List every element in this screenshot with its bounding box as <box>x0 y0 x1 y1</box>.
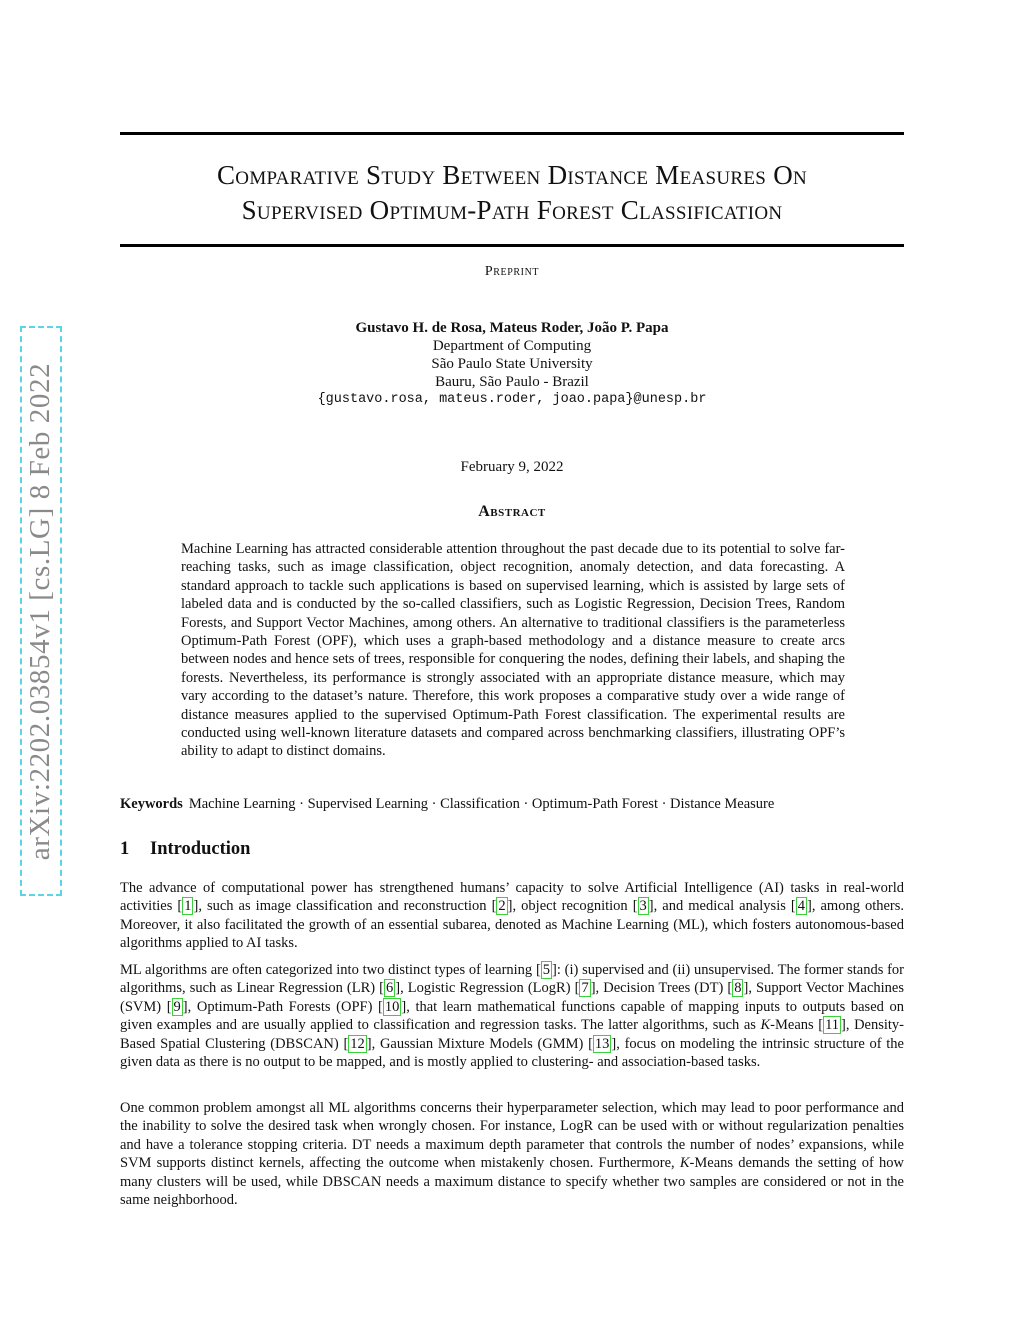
citation-link[interactable]: 8 <box>734 980 742 997</box>
citation-link[interactable]: 1 <box>184 898 192 915</box>
text-run: One common problem amongst all ML algorithms concerns their hyperparameter selection, which may lead to poor performance and the inability to solve the desired task when wrongly chosen. For instance, LogR can be used with or without regularization penalties and have a tolerance stopping criteria. DT needs a maximum depth parameter that controls the number of nodes’ expansions, while SVM supports distinct kernels, affecting the outcome when mistakenly chosen. Furthermore, <box>120 1100 904 1172</box>
publication-date: February 9, 2022 <box>460 459 564 475</box>
intro-paragraph-2: ML algorithms are often categorized into two distinct types of learning [ 5 ]: (i) supervised and (ii) unsupervised. The former stands for algorithms, such as Linear Regression (LR) [ 6 ], Logistic Regression (LogR) [ 7 ], Decision Trees (DT) [ 8 ], Support Vector Machines (SVM) [ 9 ], Optimum-Path Forests (OPF) [ 10 ], that learn mathematical functions capable of mapping inputs to outputs based on given examples and are usually applied to classification and regression tasks. The latter algorithms, such as K-Means [ 11 ], Density-Based Spatial Clustering (DBSCAN) [ 12 ], Gaussian Mixture Models (GMM) [ 13 ], focus on modeling the intrinsic structure of the given data as there is no output to be mapped, and is mostly applied to clustering- and association-based tasks. <box>120 962 904 1071</box>
text-run: , and medical analysis <box>653 898 791 915</box>
author-location: Bauru, São Paulo - Brazil <box>435 374 589 390</box>
text-run: , Optimum-Path Forests (OPF) <box>187 998 379 1015</box>
text-run: , such as image classification and reconstruction <box>198 898 492 915</box>
author-block <box>0 319 1024 409</box>
citation-link[interactable]: 13 <box>594 1035 610 1052</box>
citation-link[interactable]: 10 <box>384 998 400 1015</box>
citation-link[interactable]: 2 <box>498 898 506 915</box>
text-run: , Density-Based Spatial Clustering (DBSCAN) <box>120 1017 904 1052</box>
citation-link[interactable]: 12 <box>350 1035 365 1052</box>
paper-title-line-2: Supervised Optimum-Path Forest Classification <box>241 195 783 225</box>
preprint-label: Preprint <box>484 264 540 279</box>
keywords-label: Keywords <box>120 796 183 812</box>
text-run: , Decision Trees (DT) <box>595 980 728 997</box>
citation-link[interactable]: 7 <box>581 980 589 997</box>
paper-title-line-1: Comparative Study Between Distance Measures On <box>216 160 808 190</box>
title-bottom-rule <box>120 244 904 247</box>
text-run: : (i) supervised and (ii) unsupervised. The former stands for algorithms, such as Linear Regression (LR) <box>120 962 904 997</box>
section-title: Introduction <box>150 839 251 859</box>
abstract-text: Machine Learning has attracted considerable attention throughout the past decade due to its potential to solve far-reaching tasks, such as image classification, object recognition, anomaly detection, and data forecasting. A standard approach to tackle such applications is based on supervised learning, which is assisted by large sets of labeled data and is conducted by the so-called classifiers, such as Logistic Regression, Decision Trees, Random Forests, and Support Vector Machines, among others. An alternative to traditional classifiers is the parameterless Optimum-Path Forest (OPF), which uses a graph-based methodology and a distance measure to create arcs between nodes and hence sets of trees, responsible for conquering the nodes, defining their labels, and shaping the forests. Nevertheless, its performance is strongly associated with an appropriate distance measure, which may vary according to the dataset’s nature. Therefore, this work proposes a comparative study over a wide range of distance measures applied to the supervised Optimum-Path Forest classification. The experimental results are conducted using well-known literature datasets and compared across benchmarking classifiers, illustrating OPF’s ability to adapt to distinct domains. <box>181 541 845 760</box>
section-heading-introduction <box>120 839 250 860</box>
text-run: , Logistic Regression (LogR) <box>400 980 575 997</box>
text-run: , object recognition <box>512 898 633 915</box>
text-run: , Support Vector Machines (SVM) <box>120 980 904 1015</box>
text-run: -Means <box>770 1017 819 1034</box>
text-run: The advance of computational power has strengthened humans’ capacity to solve Artificial Intelligence (AI) tasks in real-world activities <box>120 880 904 915</box>
citation-link[interactable]: 11 <box>825 1017 840 1034</box>
citation-link[interactable]: 5 <box>542 962 551 978</box>
text-run: , that learn mathematical functions capable of mapping inputs to outputs based on given examples and are usually applied to classification and regression tasks. The latter algorithms, such as <box>120 998 904 1034</box>
abstract-heading: Abstract <box>478 503 546 520</box>
citation-link[interactable]: 9 <box>173 998 181 1015</box>
author-department: Department of Computing <box>432 338 592 354</box>
keywords-line <box>120 795 904 813</box>
arxiv-identifier-text: arXiv:2202.03854v1 [cs.LG] 8 Feb 2022 <box>24 362 57 860</box>
intro-paragraph-1: The advance of computational power has strengthened humans’ capacity to solve Artificial Intelligence (AI) tasks in real-world activities [ 1 ], such as image classification and reconstruction [ 2 ], object recognition [ 3 ], and medical analysis [ 4 ], among others. Moreover, it also facilitated the growth of an essential subarea, denoted as Machine Learning (ML), which fosters autonomous-based algorithms applied to AI tasks. <box>120 880 905 952</box>
title-top-rule <box>120 132 904 135</box>
intro-paragraph-3 <box>120 1099 904 1209</box>
author-university: São Paulo State University <box>431 356 593 372</box>
math-symbol: K <box>679 1155 690 1172</box>
paper-title <box>120 158 904 228</box>
citation-link[interactable]: 4 <box>797 898 805 915</box>
citation-link[interactable]: 6 <box>385 980 394 997</box>
text-run: , Gaussian Mixture Models (GMM) <box>371 1035 589 1052</box>
author-names: Gustavo H. de Rosa, Mateus Roder, João P. Papa <box>355 320 669 336</box>
arxiv-identifier-stamp[interactable] <box>20 326 62 896</box>
section-number: 1 <box>120 839 130 859</box>
keywords-list: Machine Learning · Supervised Learning · Classification · Optimum-Path Forest · Distance Measure <box>188 796 775 812</box>
author-emails: {gustavo.rosa, mateus.roder, joao.papa}@unesp.br <box>317 392 707 407</box>
text-run: , focus on modeling the intrinsic structure of the given data as there is no output to be mapped, and is mostly applied to clustering- and association-based tasks. <box>120 1035 904 1071</box>
citation-link[interactable]: 3 <box>639 898 647 915</box>
math-symbol: K <box>760 1017 771 1034</box>
text-run: ML algorithms are often categorized into two distinct types of learning <box>120 962 536 978</box>
text-run: , among others. Moreover, it also facilitated the growth of an essential subarea, denoted as Machine Learning (ML), which fosters autonomous-based algorithms applied to AI tasks. <box>120 898 905 952</box>
text-run: -Means demands the setting of how many clusters will be used, while DBSCAN needs a maximum distance to specify whether two samples are considered or not in the same neighborhood. <box>120 1155 904 1209</box>
